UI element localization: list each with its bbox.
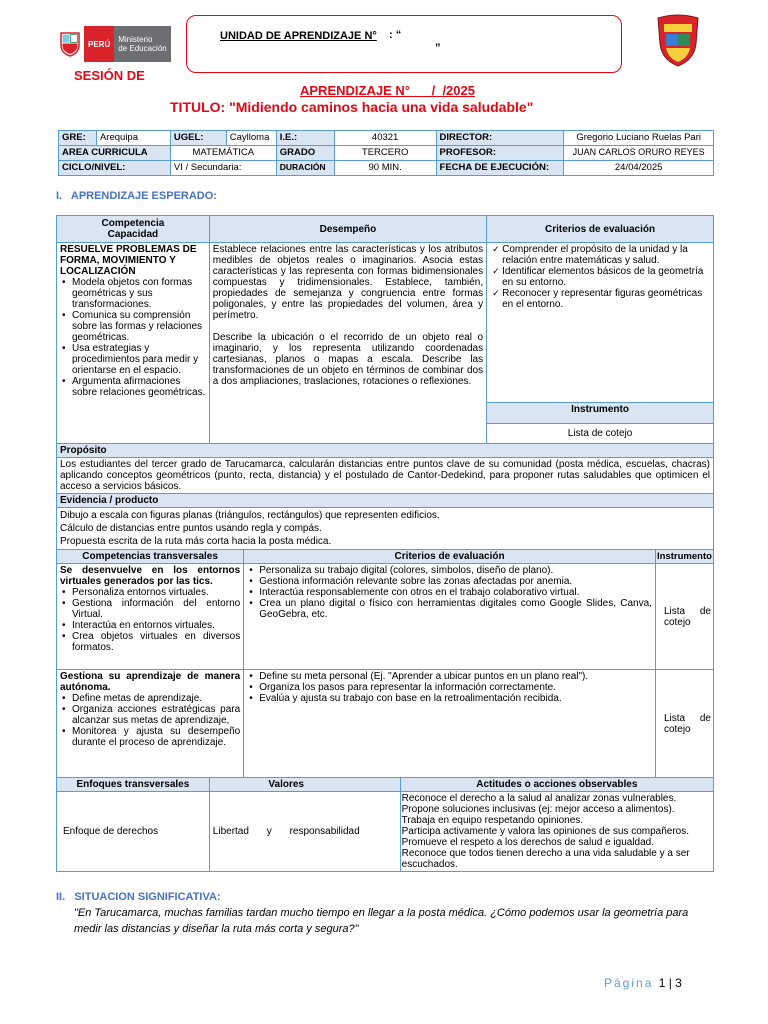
tic-list bbox=[60, 587, 240, 653]
competencia-cell bbox=[57, 243, 210, 444]
ie-value: 40321 bbox=[334, 131, 436, 146]
desempeno-paragraph: Describe la ubicación o el recorrido de un objeto real o imaginario, y los representa utilizando coordenadas cartesianas, planos o mapas a escala. Describe las transformaciones de un objeto en términos de combinar dos a dos ampliaciones, traslaciones, rotaciones o reflexiones. bbox=[212, 332, 484, 387]
list-item: • Interactúa en entornos virtuales. bbox=[60, 620, 240, 631]
instrumento-header: Instrumento bbox=[487, 403, 714, 424]
autonomo-list bbox=[60, 693, 240, 748]
list-item: • Usa estrategias y procedimientos para medir y orientarse en el espacio. bbox=[60, 343, 206, 376]
tic-competencia-cell bbox=[57, 564, 244, 670]
actitud-item: Propone soluciones inclusivas (ej: mejor acceso a alimentos). bbox=[401, 804, 675, 815]
competencia-title: RESUELVE PROBLEMAS DE FORMA, MOVIMIENTO Y LOCALIZACIÓN bbox=[60, 244, 197, 277]
ugel-label: UGEL: bbox=[170, 131, 226, 146]
evidencia-item: Propuesta escrita de la ruta más corta hacia la posta médica. bbox=[60, 536, 332, 547]
actitudes-cell bbox=[400, 792, 713, 872]
proposito-header: Propósito bbox=[57, 444, 714, 458]
info-table bbox=[58, 130, 714, 176]
autonomo-competencia-cell bbox=[57, 670, 244, 778]
minedu-logo bbox=[56, 26, 174, 62]
enfoque-cell: Enfoque de derechos bbox=[57, 792, 210, 872]
area-label: AREA CURRICULA bbox=[59, 146, 171, 161]
autonomo-title: Gestiona su aprendizaje de manera autónoma. bbox=[60, 671, 241, 693]
list-item: ✓ Reconocer y representar figuras geométricas en el entorno. bbox=[490, 288, 710, 310]
col-comp-transversales-header: Competencias transversales bbox=[57, 550, 244, 564]
autonomo-criterios-list bbox=[247, 671, 652, 704]
list-item: • Interactúa responsablemente con otros en el trabajo colaborativo virtual. bbox=[247, 587, 652, 598]
list-item: • Gestiona información relevante sobre las zonas afectadas por anemia. bbox=[247, 576, 652, 587]
criterios-cell bbox=[487, 243, 714, 403]
duracion-value: 90 MIN. bbox=[334, 161, 436, 176]
col-desempeno-header: Desempeño bbox=[209, 216, 486, 243]
actitud-item: Reconoce que todos tienen derecho a una vida saludable y a ser escuchados. bbox=[401, 848, 690, 870]
criterios-list bbox=[490, 244, 710, 310]
grado-value: TERCERO bbox=[334, 146, 436, 161]
autonomo-criterios-cell bbox=[244, 670, 656, 778]
page-word: Página bbox=[604, 976, 654, 990]
ciclo-label: CICLO/NIVEL: bbox=[59, 161, 171, 176]
list-item: ✓ Identificar elementos básicos de la geometría en su entorno. bbox=[490, 266, 710, 288]
evidencia-item: Dibujo a escala con figuras planas (triángulos, rectángulos) que representen edificios. bbox=[60, 510, 440, 521]
unidad-close-quote: ” bbox=[435, 42, 441, 54]
list-item: • Argumenta afirmaciones sobre relaciones geométricas. bbox=[60, 376, 206, 398]
profesor-label: PROFESOR: bbox=[436, 146, 564, 161]
unidad-box bbox=[186, 15, 622, 73]
director-value: Gregorio Luciano Ruelas Pari bbox=[564, 131, 714, 146]
director-label: DIRECTOR: bbox=[436, 131, 564, 146]
instrumento-value: Lista de cotejo bbox=[487, 423, 714, 444]
desempeno-paragraph: Establece relaciones entre las características y los atributos medibles de objetos reales o imaginarios. Asocia estas características y las representa con formas bidimensionales compuestas y tridimensionales. Establece, también, propiedades de semejanza y congruencia entre formas poligonales, y entre las propiedades del volumen, área y perímetro. bbox=[212, 244, 484, 321]
sesion-label: SESIÓN DE bbox=[74, 68, 145, 83]
page-number: 1 | 3 bbox=[658, 976, 682, 990]
list-item: • Evalúa y ajusta su trabajo con base en la retroalimentación recibida. bbox=[247, 693, 652, 704]
autonomo-instrumento: Lista de cotejo bbox=[655, 670, 713, 778]
ministry-label: Ministerio de Educación bbox=[114, 26, 170, 62]
duracion-label: DURACIÓN bbox=[276, 161, 334, 176]
list-item: • Crea objetos virtuales en diversos formatos. bbox=[60, 631, 240, 653]
actitud-item: Participa activamente y valora las opiniones de sus compañeros. bbox=[401, 826, 690, 837]
proposito-text: Los estudiantes del tercer grado de Tarucamarca, calcularán distancias entre puntos clave de su comunidad (posta médica, escuelas, chacras) aplicando conceptos geométricos (punto, recta, distancia) y el postulado de Cantor-Dedekind, para proponer rutas saludables que optimicen el acceso a servicios básicos. bbox=[57, 458, 714, 494]
peru-label: PERÚ bbox=[84, 26, 114, 62]
evidencia-item: Cálculo de distancias entre puntos usando regla y compás. bbox=[60, 523, 322, 534]
list-item: • Comunica su comprensión sobre las formas y relaciones geométricas. bbox=[60, 310, 206, 343]
ie-label: I.E.: bbox=[276, 131, 334, 146]
profesor-value: JUAN CARLOS ORURO REYES bbox=[564, 146, 714, 161]
tic-criterios-list bbox=[247, 565, 652, 620]
list-item: • Define su meta personal (Ej. "Aprender a ubicar puntos en un plano real"). bbox=[247, 671, 652, 682]
actitud-item: Trabaja en equipo respetando opiniones. bbox=[401, 815, 584, 826]
ciclo-value: VI / Secundaria: bbox=[170, 161, 276, 176]
section-aprendizaje-title: I. APRENDIZAJE ESPERADO: bbox=[56, 190, 217, 202]
list-item: • Define metas de aprendizaje. bbox=[60, 693, 240, 704]
list-item: • Organiza acciones estratégicas para alcanzar sus metas de aprendizaje, bbox=[60, 704, 240, 726]
situacion-text: "En Tarucamarca, muchas familias tardan mucho tiempo en llegar a la posta médica. ¿Cómo podemos usar la geometría para medir las distancias y diseñar la ruta más corta y segura?" bbox=[74, 907, 689, 935]
col-instrumento-header: Instrumento bbox=[657, 551, 712, 562]
ugel-value: Caylloma bbox=[226, 131, 276, 146]
fecha-value: 24/04/2025 bbox=[564, 161, 714, 176]
fecha-label: FECHA DE EJECUCIÓN: bbox=[436, 161, 564, 176]
list-item: • Personaliza entornos virtuales. bbox=[60, 587, 240, 598]
gre-value: Arequipa bbox=[96, 131, 170, 146]
gre-label: GRE: bbox=[59, 131, 97, 146]
capacidades-list bbox=[60, 277, 206, 398]
evidencia-cell bbox=[57, 508, 714, 550]
unidad-open-quote: : “ bbox=[389, 29, 402, 41]
col-actitudes-header: Actitudes o acciones observables bbox=[400, 778, 713, 792]
unidad-label: UNIDAD DE APRENDIZAJE N° bbox=[220, 30, 377, 42]
school-crest-icon bbox=[656, 14, 700, 68]
tic-title: Se desenvuelve en los entornos virtuales generados por las tics. bbox=[60, 565, 241, 587]
valores-cell: Libertad y responsabilidad bbox=[209, 792, 400, 872]
page-footer bbox=[604, 976, 682, 990]
actitud-item: Promueve el respeto a los derechos de salud e igualdad. bbox=[401, 837, 655, 848]
tic-criterios-cell bbox=[244, 564, 656, 670]
col-criterios-transversales-header: Criterios de evaluación bbox=[244, 550, 656, 564]
list-item: ✓ Comprender el propósito de la unidad y la relación entre matemáticas y salud. bbox=[490, 244, 710, 266]
col-valores-header: Valores bbox=[209, 778, 400, 792]
aprendizaje-number: APRENDIZAJE N° / /2025 bbox=[300, 83, 475, 98]
list-item: • Gestiona información del entorno Virtual. bbox=[60, 598, 240, 620]
aprendizaje-table bbox=[56, 215, 714, 872]
list-item: • Crea un plano digital o físico con herramientas digitales como Google Slides, Canva, GeoGebra, etc. bbox=[247, 598, 652, 620]
tic-instrumento: Lista de cotejo bbox=[655, 564, 713, 670]
session-title: TITULO: "Midiendo caminos hacia una vida saludable" bbox=[170, 99, 534, 115]
list-item: • Modela objetos con formas geométricas y sus transformaciones. bbox=[60, 277, 206, 310]
list-item: • Organiza los pasos para representar la información correctamente. bbox=[247, 682, 652, 693]
col-competencia-header: Competencia Capacidad bbox=[57, 216, 210, 243]
list-item: • Monitorea y ajusta su desempeño durante el proceso de aprendizaje. bbox=[60, 726, 240, 748]
section-situacion-title: II. SITUACION SIGNIFICATIVA: bbox=[56, 891, 221, 903]
evidencia-header: Evidencia / producto bbox=[57, 494, 714, 508]
col-criterios-header: Criterios de evaluación bbox=[487, 216, 714, 243]
desempeno-cell bbox=[209, 243, 486, 444]
list-item: • Personaliza su trabajo digital (colores, símbolos, diseño de plano). bbox=[247, 565, 652, 576]
grado-label: GRADO bbox=[276, 146, 334, 161]
col-enfoques-header: Enfoques transversales bbox=[57, 778, 210, 792]
actitud-item: Reconoce el derecho a la salud al analizar zonas vulnerables. bbox=[401, 793, 677, 804]
area-value: MATEMÁTICA bbox=[170, 146, 276, 161]
peru-shield-icon bbox=[56, 26, 84, 62]
